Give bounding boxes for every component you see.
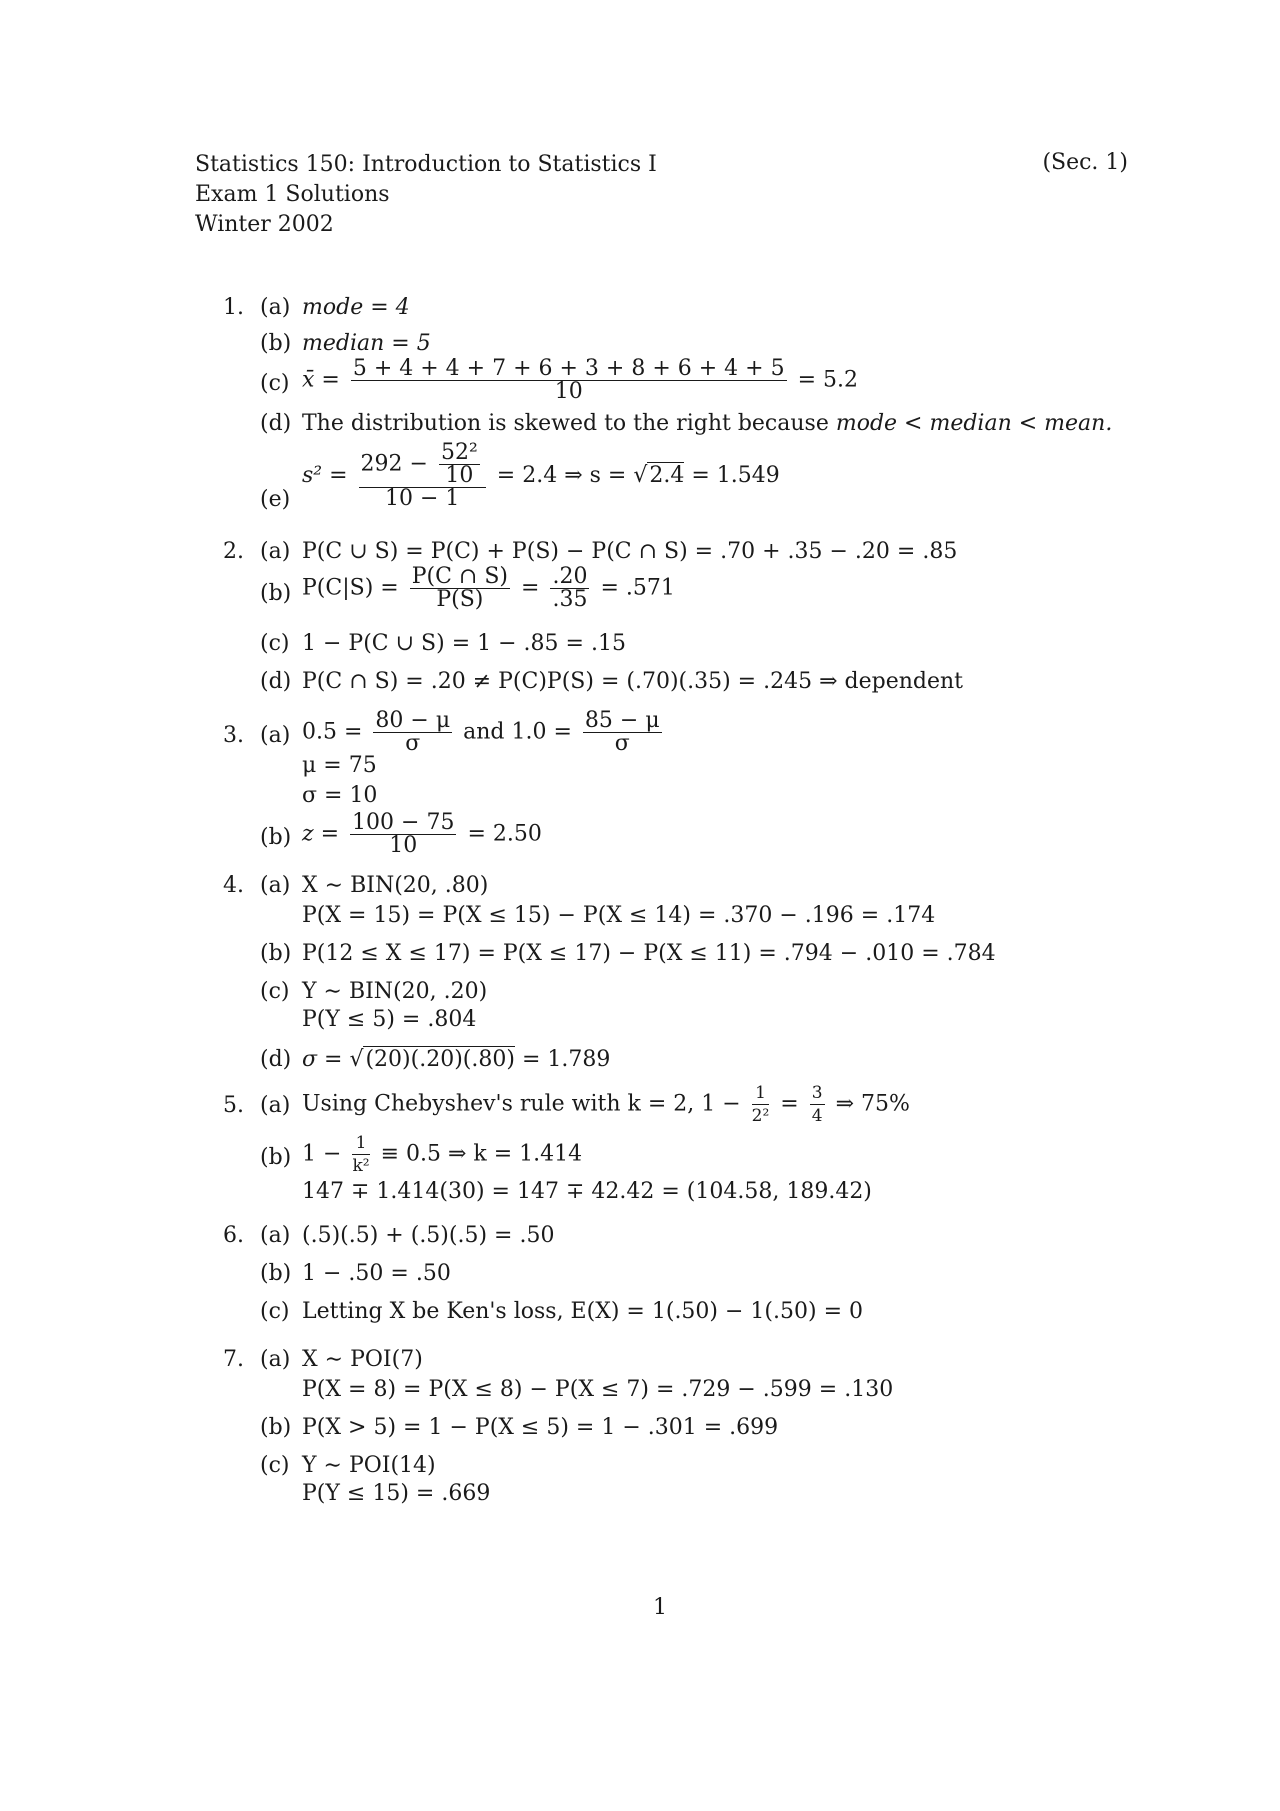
answer-4a-line2: P(X = 15) = P(X ≤ 15) − P(X ≤ 14) = .370 − .196 = .174 bbox=[302, 903, 936, 928]
part-label: (b) bbox=[260, 1415, 292, 1440]
part-label: (b) bbox=[260, 1145, 292, 1170]
part-label: (d) bbox=[260, 669, 292, 694]
term: Winter 2002 bbox=[195, 212, 334, 237]
part-label: (c) bbox=[260, 1453, 290, 1478]
part-label: (c) bbox=[260, 979, 290, 1004]
answer-3a: 0.5 = $\frac{80 - \mu}{\sigma}$ and 1.0 = $\frac{85 - \mu}{\sigma}$ bbox=[302, 708, 660, 756]
answer-6b: 1 − .50 = .50 bbox=[302, 1261, 451, 1286]
answer-7b: P(X > 5) = 1 − P(X ≤ 5) = 1 − .301 = .699 bbox=[302, 1415, 779, 1440]
fraction: $\frac{85 - \mu}{\sigma}$ bbox=[584, 708, 660, 756]
fraction: 292 − $\frac{\text{52²}}{10}$ 10 − 1 bbox=[359, 442, 486, 510]
part-label: (d) bbox=[260, 1047, 292, 1072]
answer-4b: P(12 ≤ X ≤ 17) = P(X ≤ 17) − P(X ≤ 11) = .794 − .010 = .784 bbox=[302, 941, 996, 966]
part-label: (a) bbox=[260, 1093, 291, 1118]
answer-5b-line2: 147 ∓ 1.414(30) = 147 ∓ 42.42 = (104.58, 189.42) bbox=[302, 1179, 872, 1204]
part-label: (a) bbox=[260, 1347, 291, 1372]
exam-title: Exam 1 Solutions bbox=[195, 182, 390, 207]
part-label: (a) bbox=[260, 1223, 291, 1248]
fraction: $\frac{5 + 4 + 4 + 7 + 6 + 3 + 8 + 6 + 4 + 5}{10}$ bbox=[352, 356, 785, 404]
fraction: $\frac{1}{\text{2²}}$ bbox=[751, 1083, 770, 1126]
fraction: $\frac{P(C \cap S)}{P(S)}$ bbox=[411, 564, 509, 612]
answer-2c: 1 − P(C ∪ S) = 1 − .85 = .15 bbox=[302, 631, 626, 656]
part-label: (b) bbox=[260, 331, 292, 356]
part-label: (b) bbox=[260, 825, 292, 850]
answer-5a: Using Chebyshev's rule with k = 2, 1 − $\frac{1}{\text{2²}}$ = $\frac{3}{4}$ ⇒ 75% bbox=[302, 1083, 910, 1126]
answer-4a-line1: X ∼ BIN(20, .80) bbox=[302, 873, 489, 898]
answer-4c-line2: P(Y ≤ 5) = .804 bbox=[302, 1007, 477, 1032]
part-label: (c) bbox=[260, 371, 290, 396]
part-label: (d) bbox=[260, 411, 292, 436]
section-label: (Sec. 1) bbox=[1042, 150, 1128, 175]
part-label: (b) bbox=[260, 1261, 292, 1286]
answer-1e: s² = 292 − $\frac{\text{52²}}{10}$ 10 − 1 = 2.4 ⇒ s = √2.4 = 1.549 bbox=[302, 440, 780, 511]
part-label: (a) bbox=[260, 723, 291, 748]
document-header bbox=[195, 150, 657, 240]
answer-7c-line2: P(Y ≤ 15) = .669 bbox=[302, 1481, 491, 1506]
fraction: $\frac{1}{\text{k²}}$ bbox=[352, 1133, 370, 1176]
question-number: 7. bbox=[223, 1347, 244, 1372]
answer-7a-line2: P(X = 8) = P(X ≤ 8) − P(X ≤ 7) = .729 − .599 = .130 bbox=[302, 1377, 894, 1402]
page-number: 1 bbox=[653, 1595, 667, 1620]
answer-6a: (.5)(.5) + (.5)(.5) = .50 bbox=[302, 1223, 555, 1248]
answer-4d: σ = √(20)(.20)(.80) = 1.789 bbox=[302, 1047, 611, 1072]
part-label: (b) bbox=[260, 581, 292, 606]
question-number: 4. bbox=[223, 873, 244, 898]
fraction: $\frac{100 - 75}{10}$ bbox=[352, 810, 455, 858]
answer-4c-line1: Y ∼ BIN(20, .20) bbox=[302, 979, 488, 1004]
fraction: $\frac{.20}{.35}$ bbox=[552, 564, 588, 612]
answer-1b: median = 5 bbox=[302, 331, 431, 356]
fraction: $\frac{3}{4}$ bbox=[811, 1083, 823, 1126]
answer-3a-sigma: σ = 10 bbox=[302, 783, 378, 808]
answer-1d: The distribution is skewed to the right because mode < median < mean. bbox=[302, 411, 1113, 436]
answer-7c-line1: Y ∼ POI(14) bbox=[302, 1453, 436, 1478]
answer-2d: P(C ∩ S) = .20 ≠ P(C)P(S) = (.70)(.35) = .245 ⇒ dependent bbox=[302, 669, 963, 694]
fraction: $\frac{\text{52²}}{10}$ bbox=[440, 440, 478, 488]
question-number: 1. bbox=[223, 295, 244, 320]
part-label: (e) bbox=[260, 487, 291, 512]
answer-3a-mu: μ = 75 bbox=[302, 753, 377, 778]
part-label: (a) bbox=[260, 295, 291, 320]
question-number: 5. bbox=[223, 1093, 244, 1118]
part-label: (a) bbox=[260, 539, 291, 564]
answer-2b: P(C|S) = $\frac{P(C \cap S)}{P(S)}$ = $\frac{.20}{.35}$ = .571 bbox=[302, 564, 675, 612]
question-number: 6. bbox=[223, 1223, 244, 1248]
answer-7a-line1: X ∼ POI(7) bbox=[302, 1347, 423, 1372]
answer-6c: Letting X be Ken's loss, E(X) = 1(.50) − 1(.50) = 0 bbox=[302, 1299, 863, 1324]
answer-2a: P(C ∪ S) = P(C) + P(S) − P(C ∩ S) = .70 + .35 − .20 = .85 bbox=[302, 539, 958, 564]
course-title: Statistics 150: Introduction to Statistics I bbox=[195, 152, 657, 177]
question-number: 3. bbox=[223, 723, 244, 748]
question-number: 2. bbox=[223, 539, 244, 564]
answer-1c: x̄ = $\frac{5 + 4 + 4 + 7 + 6 + 3 + 8 + 6 + 4 + 5}{10}$ = 5.2 bbox=[302, 356, 859, 404]
part-label: (a) bbox=[260, 873, 291, 898]
part-label: (c) bbox=[260, 1299, 290, 1324]
fraction: $\frac{80 - \mu}{\sigma}$ bbox=[375, 708, 451, 756]
answer-5b: 1 − $\frac{1}{\text{k²}}$ ≡ 0.5 ⇒ k = 1.414 bbox=[302, 1133, 583, 1176]
answer-1a: mode = 4 bbox=[302, 295, 410, 320]
part-label: (c) bbox=[260, 631, 290, 656]
part-label: (b) bbox=[260, 941, 292, 966]
answer-3b: z = $\frac{100 - 75}{10}$ = 2.50 bbox=[302, 810, 542, 858]
